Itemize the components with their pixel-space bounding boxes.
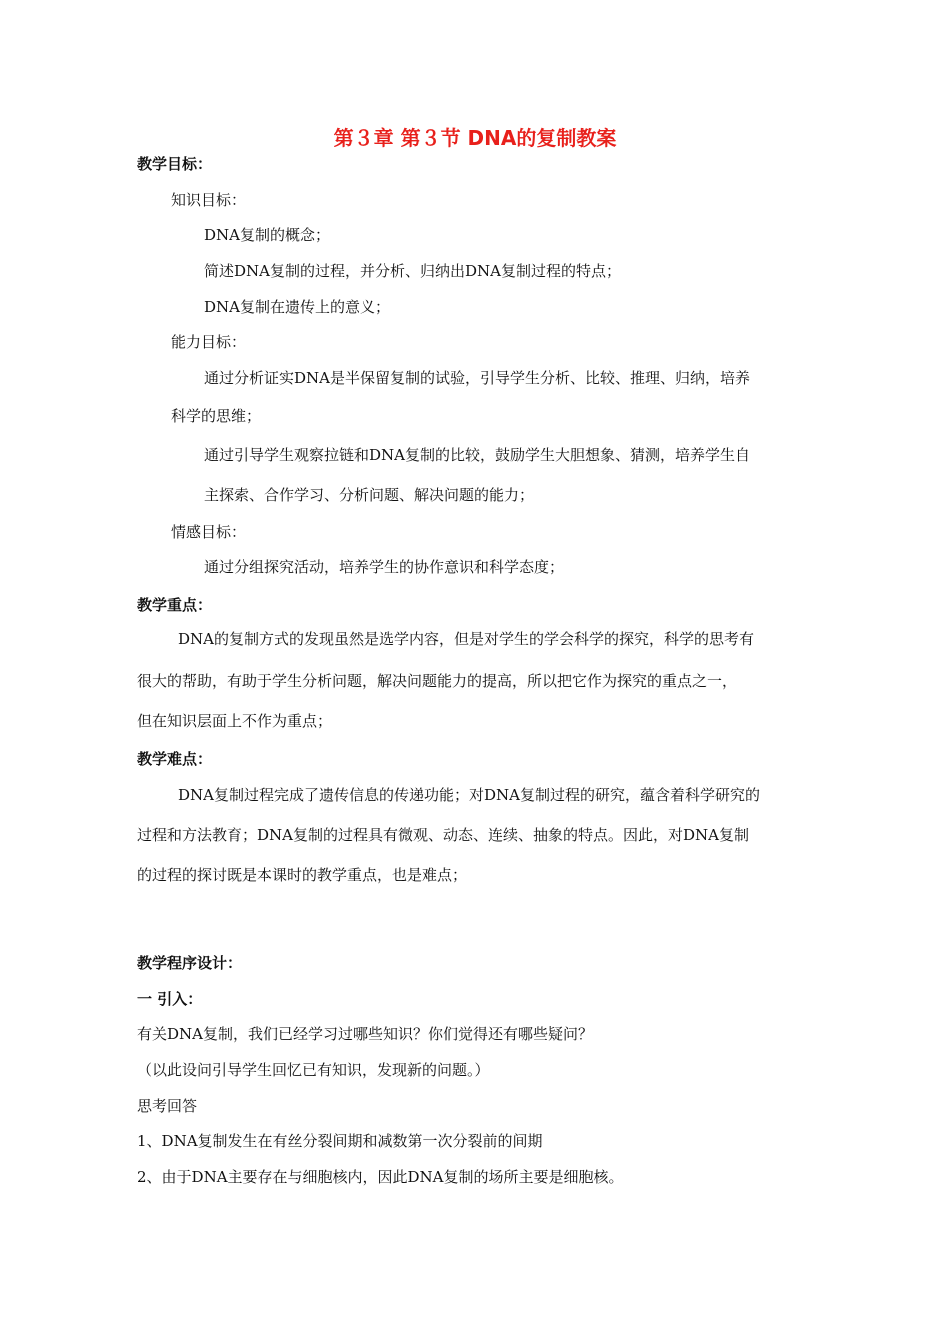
keypoint-heading: 教学重点： [137, 596, 213, 614]
difficulty-line: 的过程的探讨既是本课时的教学重点，也是难点； [137, 866, 468, 884]
knowledge-item: 简述DNA复制的过程，并分析、归纳出DNA复制过程的特点； [204, 262, 621, 280]
keypoint-line: 很大的帮助，有助于学生分析问题，解决问题能力的提高，所以把它作为探究的重点之一， [137, 672, 738, 690]
knowledge-item: DNA复制的概念； [204, 226, 330, 244]
intro-heading: 一 引入： [137, 990, 203, 1008]
ability-line: 科学的思维； [171, 407, 262, 425]
ability-line: 主探索、合作学习、分析问题、解决问题的能力； [204, 486, 535, 504]
emotion-item: 通过分组探究活动，培养学生的协作意识和科学态度； [204, 558, 565, 576]
intro-line: 1、DNA复制发生在有丝分裂间期和减数第一次分裂前的间期 [137, 1132, 543, 1150]
intro-line: 思考回答 [137, 1097, 198, 1115]
goals-heading: 教学目标： [137, 155, 213, 173]
difficulty-heading: 教学难点： [137, 750, 213, 768]
difficulty-line: DNA复制过程完成了遗传信息的传递功能；对DNA复制过程的研究，蕴含着科学研究的 [178, 786, 760, 804]
ability-line: 通过引导学生观察拉链和DNA复制的比较，鼓励学生大胆想象、猜测，培养学生自 [204, 446, 750, 464]
page-title: 第３章 第３节 DNA的复制教案 [333, 126, 617, 150]
ability-heading: 能力目标： [171, 333, 247, 351]
emotion-heading: 情感目标： [171, 523, 247, 541]
intro-line: （以此设问引导学生回忆已有知识，发现新的问题。） [137, 1061, 490, 1079]
intro-line: 有关DNA复制，我们已经学习过哪些知识？你们觉得还有哪些疑问？ [137, 1025, 593, 1043]
keypoint-line: 但在知识层面上不作为重点； [137, 712, 333, 730]
ability-line: 通过分析证实DNA是半保留复制的试验，引导学生分析、比较、推理、归纳，培养 [204, 369, 750, 387]
difficulty-line: 过程和方法教育；DNA复制的过程具有微观、动态、连续、抽象的特点。因此，对DNA复制 [137, 826, 749, 844]
keypoint-line: DNA的复制方式的发现虽然是选学内容，但是对学生的学会科学的探究，科学的思考有 [178, 630, 754, 648]
intro-line: 2、由于DNA主要存在与细胞核内，因此DNA复制的场所主要是细胞核。 [137, 1168, 624, 1186]
knowledge-heading: 知识目标： [171, 191, 247, 209]
design-heading: 教学程序设计： [137, 954, 243, 972]
knowledge-item: DNA复制在遗传上的意义； [204, 298, 390, 316]
